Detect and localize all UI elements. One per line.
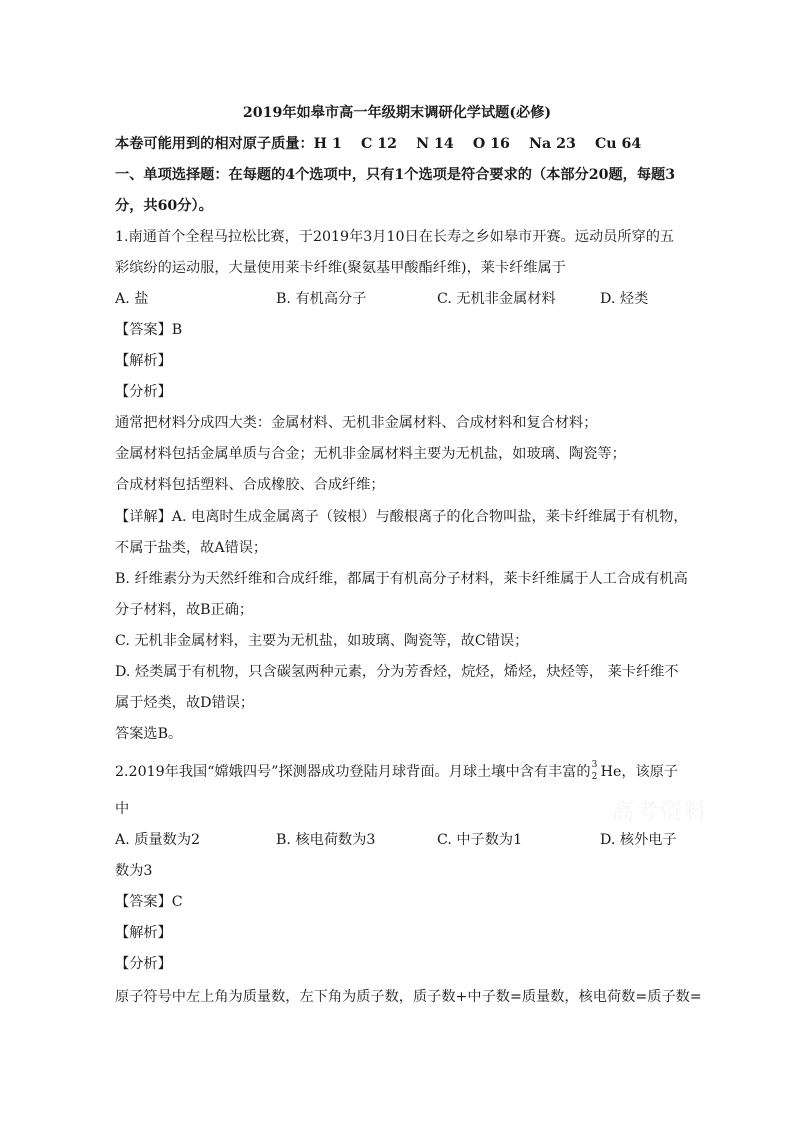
q2-option-b: B. 核电荷数为3 xyxy=(276,832,376,848)
q1-option-d: D. 烃类 xyxy=(600,291,649,307)
q2-stem-pre: 2.2019年我国“嫦娥四号”探测器成功登陆月球背面。月球土壤中含有丰富的 xyxy=(115,764,591,780)
q1-conclusion: 答案选B。 xyxy=(115,726,183,742)
q1-analysis-label: 【解析】 xyxy=(115,353,172,369)
q2-option-d: D. 核外电子 xyxy=(600,832,677,848)
q1-detail-7: 属于烃类，故D错误； xyxy=(115,695,255,711)
q2-analysis-label: 【解析】 xyxy=(115,925,172,941)
watermark: 高考资料 xyxy=(612,800,709,825)
q1-detail-6: D. 烃类属于有机物，只含碳氢两种元素，分为芳香烃，烷烃，烯烃，炔烃等， 莱卡纤维不 xyxy=(115,664,679,680)
q2-option-d-cont: 数为3 xyxy=(115,863,153,879)
q1-stem-line2: 彩缤纷的运动服，大量使用莱卡纤维(聚氨基甲酸酯纤维)，莱卡纤维属于 xyxy=(115,260,566,276)
section-heading-line2: 分，共60分）。 xyxy=(115,198,213,214)
q2-option-c: C. 中子数为1 xyxy=(437,832,523,848)
q2-fenxi-1: 原子符号中左上角为质量数，左下角为质子数，质子数+中子数=质量数，核电荷数=质子数= xyxy=(115,989,702,1005)
q1-option-b: B. 有机高分子 xyxy=(276,291,367,307)
section-heading-line1: 一、单项选择题：在每题的4个选项中，只有1个选项是符合要求的（本部分20题，每题3 xyxy=(115,167,676,183)
q1-detail-2: 不属于盐类，故A错误； xyxy=(115,540,268,556)
q1-detail-1: 【详解】A. 电离时生成金属离子（铵根）与酸根离子的化合物叫盐，莱卡纤维属于有机物， xyxy=(115,509,688,525)
q2-option-a: A. 质量数为2 xyxy=(115,832,201,848)
q1-detail-3: B. 纤维素分为天然纤维和合成纤维，都属于有机高分子材料，莱卡纤维属于人工合成有机高 xyxy=(115,571,688,587)
q1-fenxi-2: 金属材料包括金属单质与合金；无机非金属材料主要为无机盐，如玻璃、陶瓷等； xyxy=(115,446,626,462)
atomic-masses-line: 本卷可能用到的相对原子质量：H 1 C 12 N 14 O 16 Na 23 Cu 64 xyxy=(115,136,642,152)
isotope-mass-number: 3 xyxy=(591,760,598,770)
q1-detail-4: 分子材料，故B正确； xyxy=(115,602,254,618)
q1-option-a: A. 盐 xyxy=(115,291,149,307)
q1-fenxi-label: 【分析】 xyxy=(115,384,172,400)
isotope-notation xyxy=(591,762,601,782)
q2-stem-post: He，该原子 xyxy=(600,764,679,780)
q2-stem-line1 xyxy=(115,762,678,782)
q2-stem-line2: 中 xyxy=(115,801,130,817)
q2-fenxi-label: 【分析】 xyxy=(115,956,172,972)
page-title: 2019年如皋市高一年级期末调研化学试题(必修) xyxy=(242,105,552,121)
q1-stem-line1: 1.南通首个全程马拉松比赛，于2019年3月10日在长寿之乡如皋市开赛。远动员所穿的五 xyxy=(115,229,675,245)
q2-answer: 【答案】C xyxy=(115,894,183,910)
isotope-atomic-number: 2 xyxy=(591,772,598,782)
q1-option-c: C. 无机非金属材料 xyxy=(437,291,556,307)
q1-fenxi-3: 合成材料包括塑料、合成橡胶、合成纤维； xyxy=(115,477,385,493)
q1-answer: 【答案】B xyxy=(115,322,183,338)
q1-detail-5: C. 无机非金属材料，主要为无机盐，如玻璃、陶瓷等，故C错误； xyxy=(115,633,529,649)
q1-fenxi-1: 通常把材料分成四大类：金属材料、无机非金属材料、合成材料和复合材料； xyxy=(115,415,598,431)
